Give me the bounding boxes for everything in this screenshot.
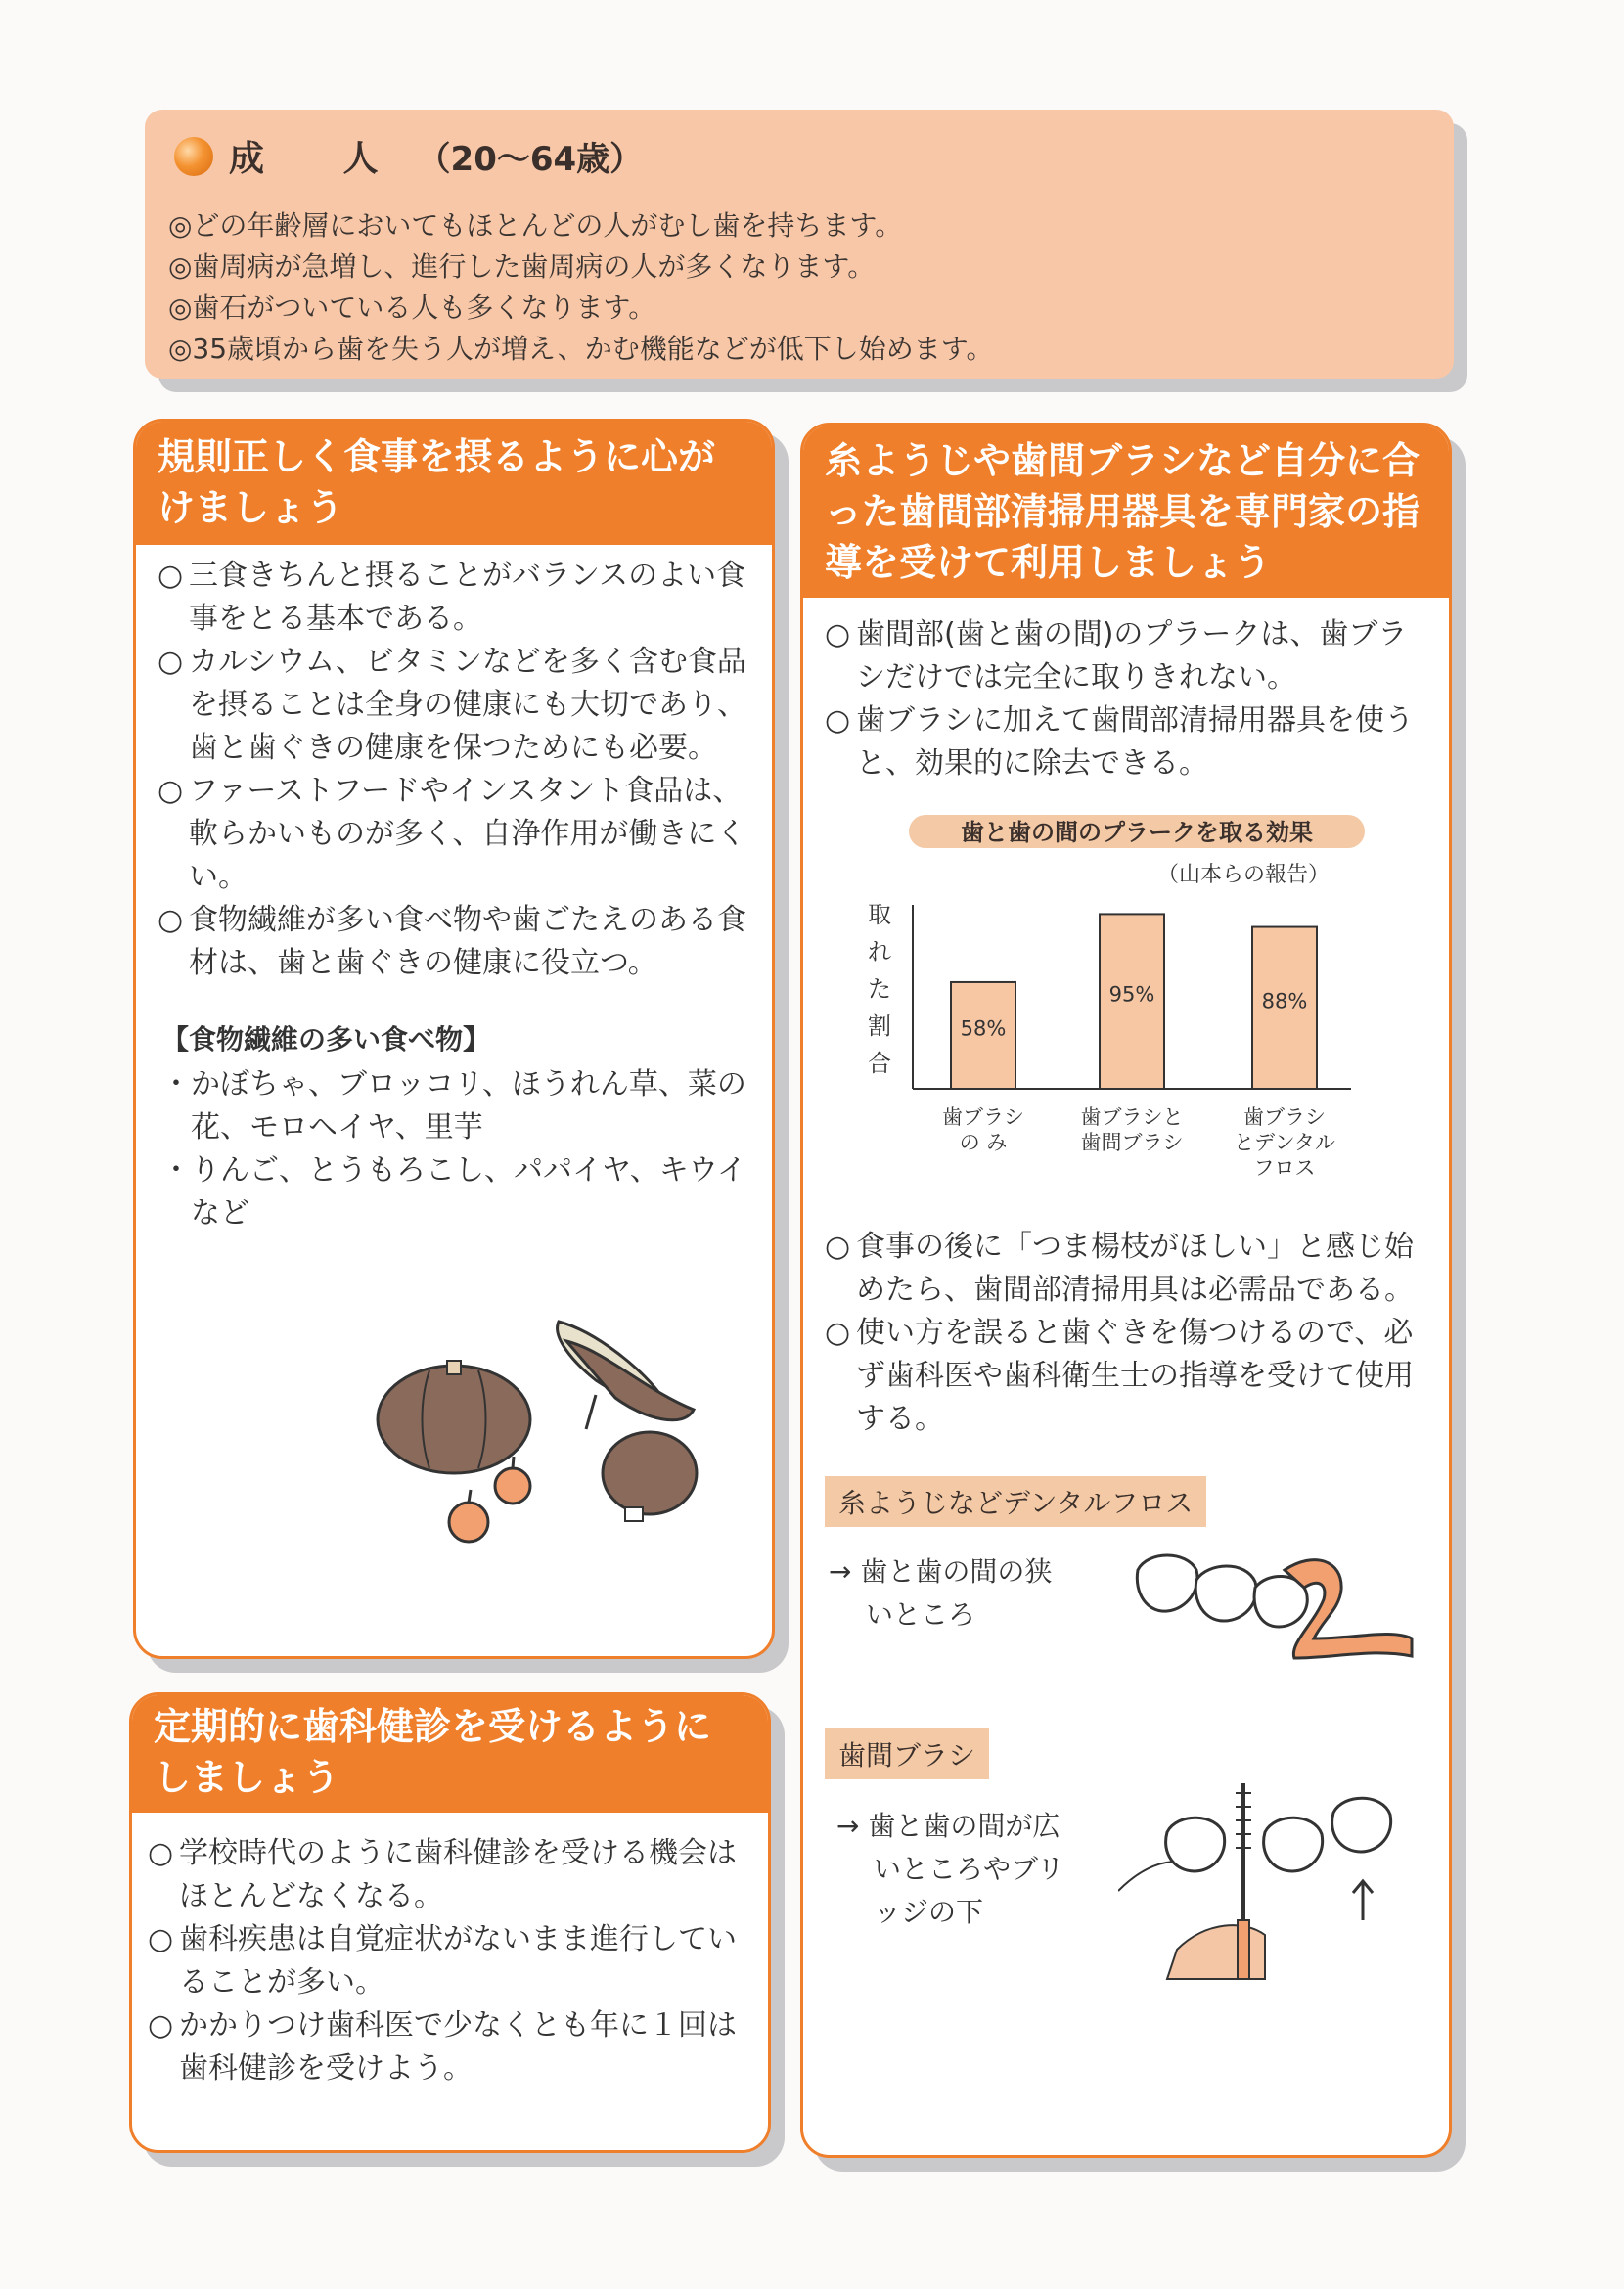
orange-ball-icon	[174, 137, 213, 176]
list-item: ○ 歯ブラシに加えて歯間部清掃用器具を使うと、効果的に除去できる。	[825, 699, 1433, 785]
chart-source: （山本らの報告）	[1156, 863, 1331, 887]
pumpkin-icon	[378, 1361, 530, 1473]
list-item: ○ 学校時代のように歯科健診を受ける機会はほとんどなくなる。	[148, 1832, 748, 1918]
chart-data-label: 95%	[1108, 982, 1155, 1007]
floss-tag: 糸ようじなどデンタルフロス	[825, 1476, 1206, 1527]
interdental-brush-section	[803, 1715, 1449, 2008]
interdental-bullet-list	[803, 598, 1449, 785]
chart-bars	[951, 914, 1317, 1089]
arrow-icon: →	[836, 1810, 860, 1842]
floss-description: → 歯と歯の間の狭 いところ	[829, 1555, 1053, 1631]
meals-card-title: 規則正しく食事を摂るように心がけましょう	[136, 422, 772, 545]
list-item: ○ カルシウム、ビタミンなどを多く含む食品を摂ることは全身の健康にも大切であり、歯と歯ぐきの健康を保つためにも必要。	[158, 641, 756, 770]
chart-data-label: 88%	[1261, 989, 1308, 1013]
chart-y-label-char: れ	[868, 938, 891, 965]
chart-y-label-char: 合	[868, 1050, 891, 1077]
chart-category-label: フロス	[1253, 1156, 1316, 1180]
list-item: ・ かぼちゃ、ブロッコリ、ほうれん草、菜の花、モロヘイヤ、里芋	[161, 1063, 746, 1149]
floss-section	[803, 1441, 1449, 1715]
checkup-card-title: 定期的に歯科健診を受けるようにしましょう	[132, 1695, 768, 1813]
interdental-brush-icon	[1118, 1773, 1431, 1989]
plaque-removal-chart	[803, 795, 1449, 1226]
chart-y-label-char: 割	[868, 1012, 891, 1040]
interdental-brush-tag: 歯間ブラシ	[825, 1728, 989, 1779]
header-title-age: （20〜64歳）	[417, 140, 644, 179]
chart-y-label-char: 取	[868, 901, 891, 928]
chart-x-labels	[942, 1105, 1335, 1180]
interdental-brush-description: → 歯と歯の間が広 いところやブリ ッジの下	[836, 1810, 1064, 1928]
interdental-bullet-list-2	[803, 1226, 1449, 1441]
checkup-card	[129, 1692, 771, 2153]
list-item: ○ 歯間部(歯と歯の間)のプラークは、歯ブラシだけでは完全に取りきれない。	[825, 613, 1433, 699]
arrow-icon: →	[829, 1555, 852, 1588]
chart-category-label: 歯ブラシ	[942, 1105, 1024, 1129]
age-group-header	[145, 110, 1454, 379]
dental-floss-icon	[1118, 1531, 1431, 1707]
chart-category-label: 歯ブラシ	[1243, 1105, 1326, 1129]
vegetables-illustration	[136, 1282, 772, 1635]
chart-category-label: とデンタル	[1234, 1131, 1335, 1154]
list-item: ○ ファーストフードやインスタント食品は、軟らかいものが多く、自浄作用が働きにくい。	[158, 770, 756, 899]
header-line: ◎歯周病が急増し、進行した歯周病の人が多くなります。	[168, 250, 876, 283]
header-line: ◎歯石がついている人も多くなります。	[168, 292, 656, 324]
checkup-bullet-list	[132, 1813, 768, 2090]
header-summary	[168, 205, 994, 370]
chart-category-label: の み	[959, 1131, 1008, 1154]
list-item: ○ 歯科疾患は自覚症状がないまま進行していることが多い。	[148, 1918, 748, 2004]
chart-category-label: 歯ブラシと	[1080, 1105, 1184, 1129]
chart-y-label-char: た	[868, 975, 891, 1003]
chart-title: 歯と歯の間のプラークを取る効果	[961, 819, 1313, 846]
interdental-card	[800, 423, 1452, 2158]
taro-icon	[603, 1432, 697, 1521]
list-item: ○ かかりつけ歯科医で少なくとも年に１回は歯科健診を受けよう。	[148, 2004, 748, 2090]
fiber-list	[136, 1063, 772, 1235]
list-item: ・ りんご、とうもろこし、パパイヤ、キウイなど	[161, 1149, 746, 1235]
fiber-heading: 【食物繊維の多い食べ物】	[161, 1023, 491, 1055]
list-item: ○ 使い方を誤ると歯ぐきを傷つけるので、必ず歯科医や歯科衛生士の指導を受けて使用する。	[825, 1312, 1433, 1441]
header-line: ◎どの年齢層においてもほとんどの人がむし歯を持ちます。	[168, 209, 903, 242]
list-item: ○ 食物繊維が多い食べ物や歯ごたえのある食材は、歯と歯ぐきの健康に役立つ。	[158, 899, 756, 985]
header-title	[174, 131, 643, 181]
interdental-card-title: 糸ようじや歯間ブラシなど自分に合った歯間部清掃用器具を専門家の指導を受けて利用しましょう	[803, 426, 1449, 598]
meals-card	[133, 419, 775, 1659]
header-line: ◎35歳頃から歯を失う人が増え、かむ機能などが低下し始めます。	[168, 333, 994, 365]
meals-bullet-list	[136, 545, 772, 985]
header-title-main: 成 人	[229, 139, 412, 179]
chart-y-axis-label	[868, 901, 891, 1077]
corn-icon	[558, 1322, 694, 1429]
list-item: ○ 三食きちんと摂ることがバランスのよい食事をとる基本である。	[158, 555, 756, 641]
chart-data-label: 58%	[960, 1016, 1007, 1041]
chart-category-label: 歯間ブラシ	[1080, 1131, 1184, 1154]
list-item: ○ 食事の後に「つま楊枝がほしい」と感じ始めたら、歯間部清掃用具は必需品である。	[825, 1226, 1433, 1312]
